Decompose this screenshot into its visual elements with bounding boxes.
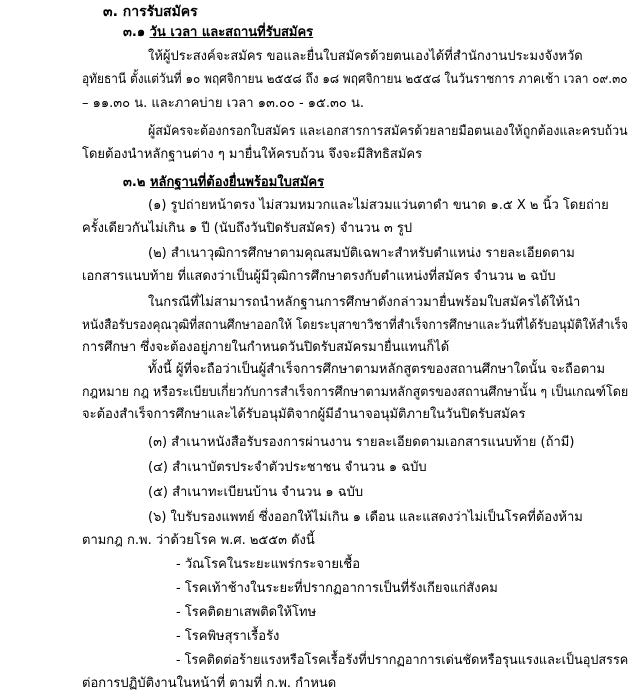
section-heading: ๓. การรับสมัคร [103,4,198,20]
paragraph-line: ผู้สมัครจะต้องกรอกใบสมัคร และเอกสารการสมัครด้วยลายมือตนเองให้ถูกต้องและครบถ้วน [148,124,628,139]
paragraph-line: โดยต้องนำหลักฐานต่าง ๆ มายื่นให้ครบถ้วน จึงจะมีสิทธิสมัคร [82,147,423,162]
paragraph-line: ทั้งนี้ ผู้ที่จะถือว่าเป็นผู้สำเร็จการศึกษาตามหลักสูตรของสถานศึกษาใดนั้น จะถือตาม [148,362,606,377]
subsection-2-number: ๓.๒ [123,175,146,190]
disease-item: - โรคเท้าช้างในระยะที่ปรากฏอาการเป็นที่รังเกียจแก่สังคม [176,581,498,596]
list-item-continuation: ครั้งเดียวกันไม่เกิน ๑ ปี (นับถึงวันปิดรับสมัคร) จำนวน ๓ รูป [82,221,413,236]
paragraph-line: จะต้องสำเร็จการศึกษาและได้รับอนุมัติจากผู้มีอำนาจอนุมัติภายในวันปิดรับสมัคร [82,407,526,422]
disease-item: - วัณโรคในระยะแพร่กระจายเชื้อ [176,557,361,572]
list-item: (๒) สำเนาวุฒิการศึกษาตามคุณสมบัติเฉพาะสำหรับตำแหน่ง รายละเอียดตาม [148,246,575,261]
paragraph-line: กฎหมาย กฎ หรือระเบียบเกี่ยวกับการสำเร็จการศึกษาตามหลักสูตรของสถานศึกษานั้น ๆ เป็นเกณฑ์โดย [82,385,629,400]
disease-item: - โรคติดยาเสพติดให้โทษ [176,605,317,620]
subsection-1-number: ๓.๑ [123,25,146,40]
list-item-continuation: เอกสารแนบท้าย ที่แสดงว่าเป็นผู้มีวุฒิการศึกษาตรงกับตำแหน่งที่สมัคร จำนวน ๒ ฉบับ [82,269,556,284]
subsection-2-title: หลักฐานที่ต้องยื่นพร้อมใบสมัคร [149,175,325,190]
subsection-1-heading [123,24,313,42]
paragraph-line: ให้ผู้ประสงค์จะสมัคร ขอและยื่นใบสมัครด้วยตนเองได้ที่สำนักงานประมงจังหวัด [148,49,583,64]
paragraph-line: อุทัยธานี ตั้งแต่วันที่ ๑๐ พฤศจิกายน ๒๕๕๘ ถึง ๑๘ พฤศจิกายน ๒๕๕๘ ในวันราชการ ภาคเช้า เวลา ๐๙.๓๐ [82,72,628,87]
paragraph-line: หนังสือรับรองคุณวุฒิที่สถานศึกษาออกให้ โดยระบุสาขาวิชาที่สำเร็จการศึกษาและวันที่ได้รับอนุมัติให้สำเร็จ [82,318,629,333]
list-item-continuation: ตามกฎ ก.พ. ว่าด้วยโรค พ.ศ. ๒๕๕๓ ดังนี้ [82,533,315,548]
paragraph-line: การศึกษา ซึ่งจะต้องอยู่ภายในกำหนดวันปิดรับสมัครมายื่นแทนก็ได้ [82,340,450,355]
disease-item-continuation: ต่อการปฏิบัติงานในหน้าที่ ตามที่ ก.พ. กำหนด [82,676,337,691]
list-item: (๕) สำเนาทะเบียนบ้าน จำนวน ๑ ฉบับ [148,485,364,500]
list-item: (๔) สำเนาบัตรประจำตัวประชาชน จำนวน ๑ ฉบับ [148,460,427,475]
paragraph-line: ในกรณีที่ไม่สามารถนำหลักฐานการศึกษาดังกล่าวมายื่นพร้อมใบสมัครได้ให้นำ [148,295,581,310]
subsection-1-title: วัน เวลา และสถานที่รับสมัคร [149,25,314,40]
disease-item: - โรคติดต่อร้ายแรงหรือโรคเรื้อรังที่ปรากฏอาการเด่นชัดหรือรุนแรงและเป็นอุปสรรค [176,653,629,668]
list-item: (๖) ใบรับรองแพทย์ ซึ่งออกให้ไม่เกิน ๑ เดือน และแสดงว่าไม่เป็นโรคที่ต้องห้าม [148,510,583,525]
subsection-2-heading [123,174,324,192]
disease-item: - โรคพิษสุราเรื้อรัง [176,629,280,644]
list-item: (๑) รูปถ่ายหน้าตรง ไม่สวมหมวกและไม่สวมแว่นตาดำ ขนาด ๑.๕ X ๒ นิ้ว โดยถ่าย [148,198,609,213]
paragraph-line: – ๑๑.๓๐ น. และภาคบ่าย เวลา ๑๓.๐๐ - ๑๕.๓๐ น. [82,96,365,111]
list-item: (๓) สำเนาหนังสือรับรองการผ่านงาน รายละเอียดตามเอกสารแนบท้าย (ถ้ามี) [148,435,575,450]
